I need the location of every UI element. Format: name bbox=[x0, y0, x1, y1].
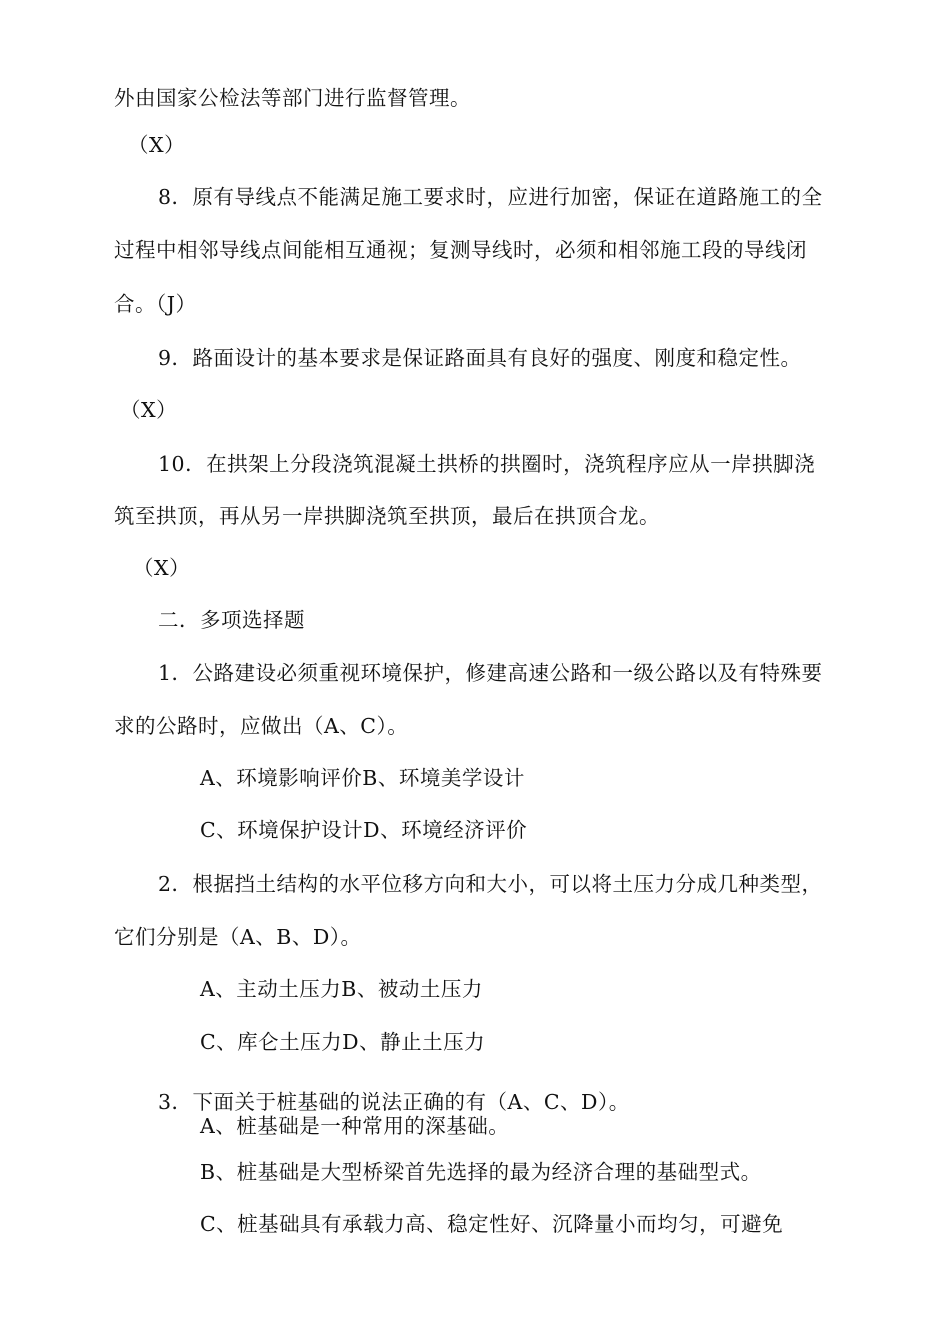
text-line: 外由国家公检法等部门进行监督管理。 bbox=[114, 86, 471, 110]
mc-question-1-line-1: 1．公路建设必须重视环境保护，修建高速公路和一级公路以及有特殊要 bbox=[158, 661, 823, 685]
mc-question-3-option-a: A、桩基础是一种常用的深基础。 bbox=[200, 1114, 510, 1138]
answer-mark: （X） bbox=[120, 398, 178, 422]
mc-question-1-options-ab: A、环境影响评价B、环境美学设计 bbox=[200, 766, 525, 790]
question-8-line-3: 合。（J） bbox=[114, 292, 197, 316]
mc-question-2-line-1: 2．根据挡土结构的水平位移方向和大小，可以将土压力分成几种类型， bbox=[158, 872, 823, 896]
mc-question-1-line-2: 求的公路时，应做出（A、C）。 bbox=[114, 714, 409, 738]
question-8-line-2: 过程中相邻导线点间能相互通视；复测导线时，必须和相邻施工段的导线闭 bbox=[114, 238, 807, 262]
question-10-line-2: 筑至拱顶，再从另一岸拱脚浇筑至拱顶，最后在拱顶合龙。 bbox=[114, 504, 660, 528]
mc-question-2-options-cd: C、库仑土压力D、静止土压力 bbox=[200, 1030, 486, 1054]
section-heading: 二．多项选择题 bbox=[158, 608, 305, 632]
mc-question-3-option-c: C、桩基础具有承载力高、稳定性好、沉降量小而均匀，可避免 bbox=[200, 1212, 784, 1236]
question-10-line-1: 10．在拱架上分段浇筑混凝土拱桥的拱圈时，浇筑程序应从一岸拱脚浇 bbox=[158, 452, 816, 476]
question-8-line-1: 8．原有导线点不能满足施工要求时，应进行加密，保证在道路施工的全 bbox=[158, 185, 823, 209]
question-9-line-1: 9．路面设计的基本要求是保证路面具有良好的强度、刚度和稳定性。 bbox=[158, 346, 802, 370]
mc-question-2-options-ab: A、主动土压力B、被动土压力 bbox=[200, 977, 483, 1001]
mc-question-1-options-cd: C、环境保护设计D、环境经济评价 bbox=[200, 818, 528, 842]
answer-mark: （X） bbox=[128, 133, 186, 157]
mc-question-3-line-1: 3．下面关于桩基础的说法正确的有（A、C、D）。 bbox=[158, 1090, 630, 1114]
mc-question-2-line-2: 它们分别是（A、B、D）。 bbox=[114, 925, 362, 949]
mc-question-3-option-b: B、桩基础是大型桥梁首先选择的最为经济合理的基础型式。 bbox=[200, 1160, 762, 1184]
answer-mark: （X） bbox=[133, 556, 191, 580]
